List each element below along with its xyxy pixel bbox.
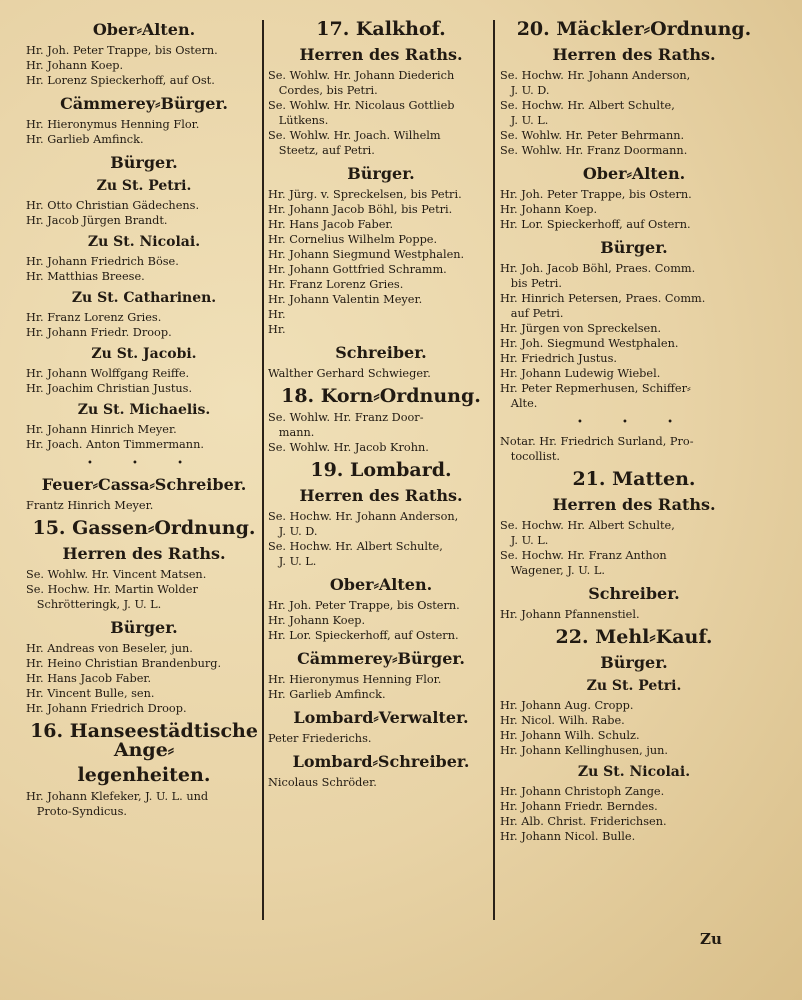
parish-heading: Zu St. Nicolai. — [87, 234, 201, 250]
text-line: Hr. Lor. Spieckerhoff, auf Ostern. — [268, 629, 459, 642]
text-line: Hr. Johann Friedrich Droop. — [26, 702, 187, 715]
text-line: Hr. Peter Repmerhusen, Schiffer⸗ — [500, 382, 691, 395]
text-line: Hr. Jürgen von Spreckelsen. — [500, 322, 662, 335]
section-heading: Cämmerey⸗Bürger. — [60, 94, 228, 113]
section-heading: Herren des Raths. — [299, 486, 463, 505]
text-line: Walther Gerhard Schwieger. — [268, 367, 431, 380]
text-line: Hr. Lor. Spieckerhoff, auf Ostern. — [500, 218, 691, 231]
text-line: Hr. Joh. Jacob Böhl, Praes. Comm. — [500, 262, 696, 275]
text-line: Hr. Joh. Peter Trappe, bis Ostern. — [500, 188, 692, 201]
text-line: Se. Wohlw. Hr. Jacob Krohn. — [268, 441, 429, 454]
text-line: Hr. Joach. Anton Timmermann. — [26, 438, 204, 451]
text-line: tocollist. — [500, 450, 561, 463]
text-line: Hr. Otto Christian Gädechens. — [26, 199, 200, 212]
text-line: Hr. Jacob Jürgen Brandt. — [26, 214, 168, 227]
text-line: Alte. — [500, 397, 538, 410]
column-right — [500, 14, 768, 844]
text-line: Se. Hochw. Hr. Johann Anderson, — [500, 69, 691, 82]
text-line: Peter Friederichs. — [268, 732, 372, 745]
section-heading: Schreiber. — [335, 343, 427, 362]
text-line: J. U. L. — [500, 114, 549, 127]
text-line: Hr. Johann Kellinghusen, jun. — [500, 744, 668, 757]
text-line: Hr. Garlieb Amfinck. — [26, 133, 144, 146]
ornament-dots: • • • — [86, 458, 202, 469]
text-line: Hr. Johann Valentin Meyer. — [268, 293, 423, 306]
section-heading: Lombard⸗Schreiber. — [292, 752, 470, 771]
text-line: Hr. Matthias Breese. — [26, 270, 145, 283]
chapter-heading: legenheiten. — [77, 764, 211, 786]
text-line: Hr. Hieronymus Henning Flor. — [26, 118, 200, 131]
section-heading: Herren des Raths. — [299, 45, 463, 64]
text-line: Hr. Friedrich Justus. — [500, 352, 617, 365]
text-line: Hr. Hans Jacob Faber. — [26, 672, 152, 685]
section-heading: Bürger. — [600, 653, 668, 672]
section-heading: Herren des Raths. — [552, 45, 716, 64]
text-line: Hr. Johann Wolffgang Reiffe. — [26, 367, 190, 380]
text-line: Frantz Hinrich Meyer. — [26, 499, 154, 512]
chapter-heading: 18. Korn⸗Ordnung. — [281, 385, 481, 407]
text-line: Se. Wohlw. Hr. Franz Doormann. — [500, 144, 688, 157]
text-line: Nicolaus Schröder. — [268, 776, 377, 789]
text-line: J. U. D. — [500, 84, 550, 97]
text-line: Hr. Johann Hinrich Meyer. — [26, 423, 177, 436]
text-line: Se. Hochw. Hr. Albert Schulte, — [268, 540, 443, 553]
text-line: Hr. Andreas von Beseler, jun. — [26, 642, 193, 655]
chapter-heading: 21. Matten. — [572, 468, 696, 490]
text-line: Hr. Johann Friedr. Berndes. — [500, 800, 658, 813]
text-line: Hr. Johann Christoph Zange. — [500, 785, 665, 798]
text-line: Hr. Franz Lorenz Gries. — [26, 311, 162, 324]
section-heading: Bürger. — [347, 164, 415, 183]
text-line: Se. Wohlw. Hr. Franz Door- — [268, 411, 424, 424]
text-line: Hr. Joh. Siegmund Westphalen. — [500, 337, 679, 350]
column-middle — [268, 14, 494, 790]
text-line: Hr. Franz Lorenz Gries. — [268, 278, 404, 291]
text-line: Hr. — [268, 323, 286, 336]
text-line: bis Petri. — [500, 277, 562, 290]
text-line: Hr. Hans Jacob Faber. — [268, 218, 394, 231]
text-line: Hr. Lorenz Spieckerhoff, auf Ost. — [26, 74, 215, 87]
text-line: Hr. Alb. Christ. Friderichsen. — [500, 815, 667, 828]
catchword: Zu — [700, 930, 722, 948]
text-line: Hr. Johann Koep. — [26, 59, 124, 72]
text-line: Hr. Cornelius Wilhelm Poppe. — [268, 233, 438, 246]
text-line: Hr. Johann Wilh. Schulz. — [500, 729, 640, 742]
text-line: auf Petri. — [500, 307, 564, 320]
text-line: Hr. Joachim Christian Justus. — [26, 382, 193, 395]
section-heading: Bürger. — [600, 238, 668, 257]
text-line: Hr. Joh. Peter Trappe, bis Ostern. — [26, 44, 218, 57]
chapter-heading: 15. Gassen⸗Ordnung. — [32, 517, 256, 539]
section-heading: Schreiber. — [588, 584, 680, 603]
parish-heading: Zu St. Petri. — [96, 178, 192, 194]
parish-heading: Zu St. Petri. — [586, 678, 682, 694]
text-line: Schrötteringk, J. U. L. — [26, 598, 162, 611]
chapter-heading: 20. Mäckler⸗Ordnung. — [516, 18, 752, 40]
chapter-heading: 16. Hanseestädtische Ange⸗ — [30, 720, 258, 761]
section-heading: Ober⸗Alten. — [582, 164, 686, 183]
text-line: Lütkens. — [268, 114, 329, 127]
section-heading: Bürger. — [110, 618, 178, 637]
text-line: Hr. — [268, 308, 286, 321]
section-heading: Ober⸗Alten. — [329, 575, 433, 594]
text-line: Hr. Johann Friedr. Droop. — [26, 326, 172, 339]
text-line: Steetz, auf Petri. — [268, 144, 375, 157]
parish-heading: Zu St. Michaelis. — [77, 402, 211, 418]
text-line: Notar. Hr. Friedrich Surland, Pro- — [500, 435, 694, 448]
ornament-dots: • • • — [576, 417, 692, 428]
section-heading: Bürger. — [110, 153, 178, 172]
section-heading: Lombard⸗Verwalter. — [293, 708, 469, 727]
text-line: Hr. Hinrich Petersen, Praes. Comm. — [500, 292, 706, 305]
text-line: Se. Wohlw. Hr. Nicolaus Gottlieb — [268, 99, 455, 112]
text-line: Hr. Johann Koep. — [500, 203, 598, 216]
parish-heading: Zu St. Catharinen. — [71, 290, 217, 306]
text-line: Hr. Johann Gottfried Schramm. — [268, 263, 447, 276]
text-line: Se. Hochw. Hr. Johann Anderson, — [268, 510, 459, 523]
text-line: Hr. Johann Friedrich Böse. — [26, 255, 179, 268]
text-line: Se. Hochw. Hr. Albert Schulte, — [500, 99, 675, 112]
section-heading: Herren des Raths. — [552, 495, 716, 514]
text-line: Hr. Johann Klefeker, J. U. L. und — [26, 790, 209, 803]
text-line: Se. Wohlw. Hr. Vincent Matsen. — [26, 568, 207, 581]
column-left — [26, 14, 262, 819]
text-line: Hr. Johann Aug. Cropp. — [500, 699, 634, 712]
text-line: Hr. Garlieb Amfinck. — [268, 688, 386, 701]
text-line: Hr. Johann Jacob Böhl, bis Petri. — [268, 203, 453, 216]
chapter-heading: 17. Kalkhof. — [316, 18, 446, 40]
text-line: Hr. Johann Koep. — [268, 614, 366, 627]
text-line: Se. Hochw. Hr. Franz Anthon — [500, 549, 667, 562]
text-line: Se. Wohlw. Hr. Peter Behrmann. — [500, 129, 685, 142]
text-line: Hr. Heino Christian Brandenburg. — [26, 657, 222, 670]
section-heading: Feuer⸗Cassa⸗Schreiber. — [41, 475, 247, 494]
text-line: mann. — [268, 426, 315, 439]
text-line: Hr. Johann Nicol. Bulle. — [500, 830, 636, 843]
parish-heading: Zu St. Jacobi. — [91, 346, 197, 362]
section-heading: Ober⸗Alten. — [92, 20, 196, 39]
text-line: J. U. D. — [268, 525, 318, 538]
text-line: Hr. Hieronymus Henning Flor. — [268, 673, 442, 686]
text-line: Cordes, bis Petri. — [268, 84, 378, 97]
chapter-heading: 22. Mehl⸗Kauf. — [555, 626, 713, 648]
text-line: Se. Hochw. Hr. Albert Schulte, — [500, 519, 675, 532]
text-line: Hr. Vincent Bulle, sen. — [26, 687, 155, 700]
text-line: Wagener, J. U. L. — [500, 564, 605, 577]
column-divider — [262, 20, 264, 920]
text-line: Proto-Syndicus. — [26, 805, 127, 818]
text-line: Hr. Johann Pfannenstiel. — [500, 608, 640, 621]
text-line: Se. Wohlw. Hr. Joach. Wilhelm — [268, 129, 441, 142]
parish-heading: Zu St. Nicolai. — [577, 764, 691, 780]
text-line: Hr. Johann Siegmund Westphalen. — [268, 248, 465, 261]
section-heading: Herren des Raths. — [62, 544, 226, 563]
text-line: J. U. L. — [268, 555, 317, 568]
section-heading: Cämmerey⸗Bürger. — [297, 649, 465, 668]
text-line: Hr. Joh. Peter Trappe, bis Ostern. — [268, 599, 460, 612]
chapter-heading: 19. Lombard. — [310, 459, 452, 481]
text-line: Hr. Nicol. Wilh. Rabe. — [500, 714, 625, 727]
text-line: Hr. Jürg. v. Spreckelsen, bis Petri. — [268, 188, 462, 201]
text-line: Se. Hochw. Hr. Martin Wolder — [26, 583, 198, 596]
text-line: J. U. L. — [500, 534, 549, 547]
text-line: Se. Wohlw. Hr. Johann Diederich — [268, 69, 455, 82]
text-line: Hr. Johann Ludewig Wiebel. — [500, 367, 661, 380]
